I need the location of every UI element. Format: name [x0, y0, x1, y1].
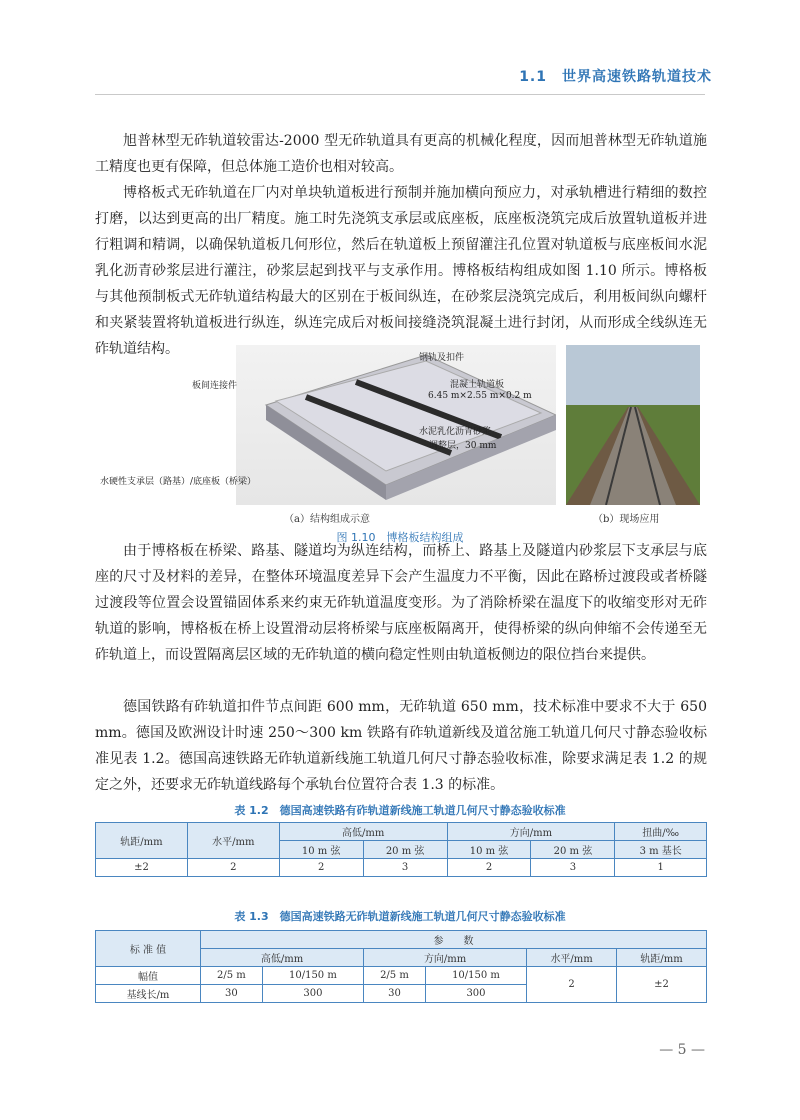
track-photo-illustration	[566, 345, 700, 505]
th-standard: 标 准 值	[96, 931, 201, 967]
th-sub: 20 m 弦	[531, 841, 615, 859]
paragraph-2: 博格板式无砟轨道在厂内对单块轨道板进行预制并施加横向预应力，对承轨槽进行精细的数控打磨，以达到更高的出厂精度。施工时先浇筑支承层或底座板，底座板浇筑完成后放置轨道板并进行粗调和精调，以确保轨道板几何形位，然后在轨道板上预留灌注孔位置对轨道板与底座板间水泥乳化沥青砂浆层进行灌注，砂浆层起到找平与支承作用。博格板结构组成如图 1.10 所示。博格板与其他预制板式无砟轨道结构最大的区别在于板间纵连，在砂浆层浇筑完成后，利用板间纵向螺杆和夹紧装置将轨道板进行纵连，纵连完成后对板间接缝浇筑混凝土进行封闭，从而形成全线纵连无砟轨道结构。	[95, 185, 707, 357]
subcaption-a: （a）结构组成示意	[284, 514, 370, 525]
cell: 3	[363, 859, 447, 877]
th-gauge: 轨距/mm	[617, 949, 707, 967]
cell: 10/150 m	[425, 967, 526, 985]
running-header: 1.1 世界高速铁路轨道技术	[519, 69, 712, 85]
th-gauge: 轨距/mm	[96, 823, 188, 859]
th-sub: 10 m 弦	[447, 841, 531, 859]
table-row	[96, 967, 707, 985]
cell: 2/5 m	[201, 967, 263, 985]
cell-gauge: ±2	[617, 967, 707, 1003]
table2-caption: 表 1.2 德国高速铁路有砟轨道新线施工轨道几何尺寸静态验收标准	[234, 804, 566, 817]
th-sub: 3 m 基长	[615, 841, 707, 859]
th-sub: 20 m 弦	[363, 841, 447, 859]
th-parameters: 参 数	[201, 931, 707, 949]
cell: 2/5 m	[364, 967, 426, 985]
th-level: 水平/mm	[527, 949, 617, 967]
figure-caption: 图 1.10 博格板结构组成	[336, 531, 464, 544]
cell: 300	[262, 985, 363, 1003]
cell: 3	[531, 859, 615, 877]
th-twist: 扭曲/‰	[615, 823, 707, 841]
figure-structure-diagram	[100, 345, 556, 505]
label-base: 水硬性支承层（路基）/底座板（桥梁）	[100, 477, 257, 487]
row-label: 幅值	[96, 967, 201, 985]
header-divider	[95, 94, 705, 95]
paragraph-3: 由于博格板在桥梁、路基、隧道均为纵连结构，而桥上、路基上及隧道内砂浆层下支承层与底座的尺寸及材料的差异，在整体环境温度差异下会产生温度力不平衡，因此在路桥过渡段或者桥隧过渡段等位置会设置锚固体系来约束无砟轨道温度变形。为了消除桥梁在温度下的收缩变形对无砟轨道的影响，博格板在桥上设置滑动层将桥梁与底座板隔离开，使得桥梁的纵向伸缩不会传递至无砟轨道上，而设置隔离层区域的无砟轨道的横向稳定性则由轨道板侧边的限位挡台来提供。	[95, 543, 707, 663]
slab-track-illustration	[236, 345, 556, 505]
cell-level: 2	[527, 967, 617, 1003]
label-rail: 钢轨及扣件	[419, 353, 465, 363]
table3-caption: 表 1.3 德国高速铁路无砟轨道新线施工轨道几何尺寸静态验收标准	[234, 910, 566, 923]
cell: 30	[201, 985, 263, 1003]
label-slab-dim: 6.45 m×2.55 m×0.2 m	[428, 391, 532, 401]
th-height: 高低/mm	[279, 823, 447, 841]
label-mortar-layer: 调整层，30 mm	[429, 441, 497, 451]
label-slab: 混凝土轨道板	[450, 380, 505, 390]
cell: 1	[615, 859, 707, 877]
th-sub: 10 m 弦	[279, 841, 363, 859]
cell: 10/150 m	[262, 967, 363, 985]
table-1-3	[95, 930, 707, 1003]
th-direction: 方向/mm	[447, 823, 615, 841]
cell: 2	[187, 859, 279, 877]
th-direction: 方向/mm	[364, 949, 527, 967]
cell: 2	[447, 859, 531, 877]
th-level: 水平/mm	[187, 823, 279, 859]
table-row	[96, 859, 707, 877]
table-1-2	[95, 822, 707, 877]
row-label: 基线长/m	[96, 985, 201, 1003]
subcaption-b: （b）现场应用	[593, 514, 660, 525]
paragraph-1: 旭普林型无砟轨道较雷达-2000 型无砟轨道具有更高的机械化程度，因而旭普林型无砟轨道施工精度也更有保障，但总体施工造价也相对较高。	[95, 133, 707, 175]
cell: 30	[364, 985, 426, 1003]
figure-field-photo	[566, 345, 700, 505]
label-joint: 板间连接件	[192, 381, 238, 391]
cell: 2	[279, 859, 363, 877]
cell: 300	[425, 985, 526, 1003]
cell: ±2	[96, 859, 188, 877]
paragraph-4: 德国铁路有砟轨道扣件节点间距 600 mm，无砟轨道 650 mm，技术标准中要求不大于 650 mm。德国及欧洲设计时速 250～300 km 铁路有砟轨道新线及道岔施工轨道几何尺寸静态验收标准见表 1.2。德国高速铁路无砟轨道新线施工轨道几何尺寸静态验收标准，除要求满足表 1.2 的规定之外，还要求无砟轨道线路每个承轨台位置符合表 1.3 的标准。	[95, 699, 707, 793]
th-height: 高低/mm	[201, 949, 364, 967]
label-mortar: 水泥乳化沥青砂浆	[419, 427, 492, 437]
page-number: — 5 —	[659, 1042, 705, 1058]
